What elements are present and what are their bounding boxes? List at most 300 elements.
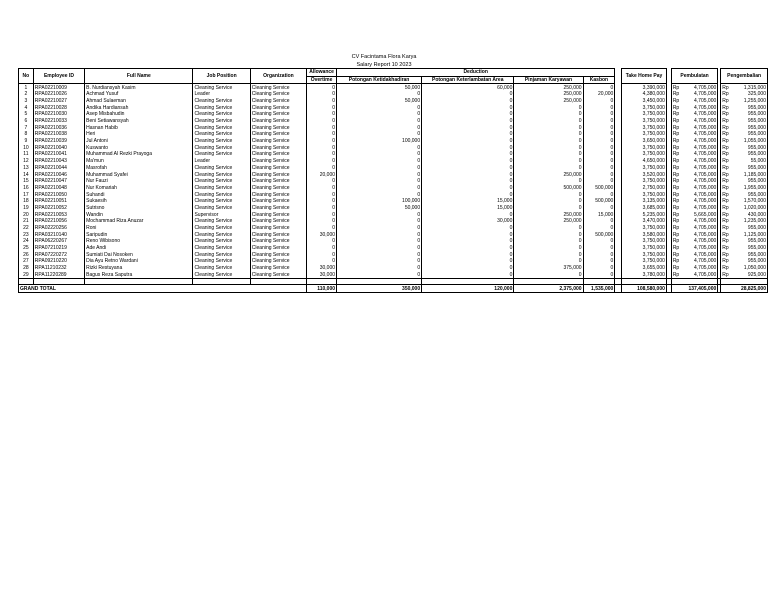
absence-deduction: 0 [337,252,422,259]
currency-label: Rp [671,178,681,185]
late-deduction: 15,000 [422,205,514,212]
kasbon: 20,000 [583,91,615,98]
take-home-pay: 3,650,000 [622,138,667,145]
employee-loan: 250,000 [514,98,583,105]
absence-deduction: 0 [337,185,422,192]
full-name: Hasnan Habib [85,125,193,132]
currency-label: Rp [721,118,731,125]
organization: Cleaning Service [250,151,306,158]
job-position: Leader [193,91,250,98]
table-row [19,98,768,105]
currency-label: Rp [671,131,681,138]
employee-id: RPA02210030 [33,111,84,118]
header-late-deduction: Potongan Keterlambatan Area [422,76,514,84]
currency-label: Rp [671,171,681,178]
kasbon: 500,000 [583,198,615,205]
late-deduction: 0 [422,232,514,239]
late-deduction: 0 [422,238,514,245]
job-position: Cleaning Service [193,131,250,138]
kasbon: 0 [583,178,615,185]
take-home-pay: 3,750,000 [622,225,667,232]
employee-id: RPA02210036 [33,125,84,132]
employee-id: RPA02210053 [33,211,84,218]
currency-label: Rp [671,238,681,245]
employee-id: RPA02210047 [33,178,84,185]
row-no: 18 [19,198,34,205]
overtime: 0 [307,111,337,118]
rounding-amount: 4,705,000 [681,191,718,198]
job-position: Cleaning Service [193,165,250,172]
full-name: Wandin [85,211,193,218]
overtime: 30,000 [307,265,337,272]
refund-amount: 955,000 [731,125,768,132]
employee-id: RPA02210009 [33,84,84,91]
employee-id: RPA11210232 [33,265,84,272]
overtime: 0 [307,198,337,205]
employee-id: RPA02210043 [33,158,84,165]
employee-id: RPA02210040 [33,145,84,152]
refund-amount: 955,000 [731,111,768,118]
refund-amount: 1,020,000 [731,205,768,212]
employee-loan: 0 [514,178,583,185]
kasbon: 0 [583,171,615,178]
row-no: 8 [19,131,34,138]
full-name: Ahmad Sulaeman [85,98,193,105]
refund-amount: 955,000 [731,165,768,172]
late-deduction: 0 [422,138,514,145]
row-no: 15 [19,178,34,185]
take-home-pay: 3,750,000 [622,238,667,245]
late-deduction: 0 [422,111,514,118]
row-no: 24 [19,238,34,245]
full-name: Nur Komariah [85,185,193,192]
overtime: 30,000 [307,232,337,239]
absence-deduction: 0 [337,191,422,198]
absence-deduction: 0 [337,258,422,265]
job-position: Cleaning Service [193,191,250,198]
take-home-pay: 3,750,000 [622,165,667,172]
table-row [19,178,768,185]
kasbon: 0 [583,225,615,232]
refund-amount: 955,000 [731,191,768,198]
kasbon: 0 [583,104,615,111]
organization: Cleaning Service [250,258,306,265]
full-name: Achmad Yusuf [85,91,193,98]
refund-amount: 325,000 [731,91,768,98]
employee-id: RPA02210033 [33,118,84,125]
table-row [19,131,768,138]
absence-deduction: 0 [337,265,422,272]
currency-label: Rp [721,205,731,212]
currency-label: Rp [721,125,731,132]
full-name: B. Nurdiansyah Kasim [85,84,193,91]
header-rounding: Pembulatan [671,69,717,84]
employee-loan: 500,000 [514,185,583,192]
organization: Cleaning Service [250,138,306,145]
organization: Cleaning Service [250,218,306,225]
take-home-pay: 3,750,000 [622,111,667,118]
take-home-pay: 3,470,000 [622,218,667,225]
table-row [19,238,768,245]
row-no: 25 [19,245,34,252]
kasbon: 0 [583,191,615,198]
job-position: Cleaning Service [193,178,250,185]
header-refund: Pengembalian [721,69,768,84]
absence-deduction: 0 [337,238,422,245]
absence-deduction: 0 [337,104,422,111]
full-name: Muhammad Syafei [85,171,193,178]
organization: Cleaning Service [250,205,306,212]
employee-loan: 0 [514,232,583,239]
job-position: Cleaning Service [193,125,250,132]
late-deduction: 0 [422,91,514,98]
currency-label: Rp [721,238,731,245]
currency-label: Rp [721,245,731,252]
job-position: Cleaning Service [193,84,250,91]
rounding-amount: 5,665,000 [681,211,718,218]
total-take-home: 108,580,000 [622,285,667,293]
job-position: Cleaning Service [193,185,250,192]
row-no: 7 [19,125,34,132]
rounding-amount: 4,705,000 [681,272,718,279]
row-no: 23 [19,232,34,239]
employee-id: RPA02210038 [33,131,84,138]
employee-loan: 0 [514,205,583,212]
rounding-amount: 4,705,000 [681,198,718,205]
take-home-pay: 3,135,000 [622,198,667,205]
kasbon: 0 [583,265,615,272]
currency-label: Rp [671,252,681,259]
kasbon: 0 [583,151,615,158]
kasbon: 0 [583,98,615,105]
overtime: 0 [307,158,337,165]
full-name: Ma'mun [85,158,193,165]
take-home-pay: 4,380,000 [622,91,667,98]
job-position: Cleaning Service [193,205,250,212]
late-deduction: 30,000 [422,218,514,225]
full-name: Masrofah [85,165,193,172]
late-deduction: 0 [422,125,514,132]
table-row [19,198,768,205]
currency-label: Rp [721,98,731,105]
organization: Cleaning Service [250,131,306,138]
absence-deduction: 0 [337,145,422,152]
currency-label: Rp [721,104,731,111]
employee-loan: 0 [514,104,583,111]
refund-amount: 955,000 [731,252,768,259]
currency-label: Rp [721,151,731,158]
currency-label: Rp [671,98,681,105]
late-deduction: 0 [422,225,514,232]
take-home-pay: 3,780,000 [622,272,667,279]
job-position: Cleaning Service [193,232,250,239]
kasbon: 0 [583,238,615,245]
job-position: Cleaning Service [193,245,250,252]
row-no: 13 [19,165,34,172]
currency-label: Rp [671,258,681,265]
employee-id: RPA02210051 [33,198,84,205]
grand-total-label: GRAND TOTAL [19,285,307,293]
table-row [19,191,768,198]
kasbon: 0 [583,218,615,225]
overtime: 0 [307,84,337,91]
kasbon: 0 [583,145,615,152]
row-no: 2 [19,91,34,98]
organization: Cleaning Service [250,252,306,259]
full-name: Roni [85,225,193,232]
row-no: 28 [19,265,34,272]
table-row [19,138,768,145]
take-home-pay: 3,750,000 [622,258,667,265]
rounding-amount: 4,705,000 [681,238,718,245]
kasbon: 0 [583,138,615,145]
take-home-pay: 3,750,000 [622,191,667,198]
job-position: Cleaning Service [193,151,250,158]
kasbon: 0 [583,258,615,265]
full-name: Bagus Reza Saputra [85,272,193,279]
table-row [19,111,768,118]
job-position: Supervisor [193,211,250,218]
organization: Cleaning Service [250,178,306,185]
overtime: 0 [307,258,337,265]
currency-label: Rp [721,111,731,118]
currency-label: Rp [721,258,731,265]
overtime: 30,000 [307,272,337,279]
currency-label: Rp [671,145,681,152]
employee-id: RPA07210219 [33,245,84,252]
organization: Cleaning Service [250,211,306,218]
late-deduction: 0 [422,252,514,259]
header-allowance: Allowance [307,69,337,77]
header-kasbon: Kasbon [583,76,615,84]
organization: Cleaning Service [250,272,306,279]
late-deduction: 0 [422,171,514,178]
kasbon: 0 [583,165,615,172]
take-home-pay: 3,750,000 [622,125,667,132]
employee-loan: 0 [514,125,583,132]
full-name: Heri [85,131,193,138]
employee-loan: 250,000 [514,218,583,225]
total-kasbon: 1,535,000 [583,285,615,293]
employee-loan: 0 [514,272,583,279]
employee-id: RPA02210041 [33,151,84,158]
absence-deduction: 0 [337,272,422,279]
job-position: Cleaning Service [193,104,250,111]
currency-label: Rp [721,138,731,145]
currency-label: Rp [721,191,731,198]
rounding-amount: 4,705,000 [681,171,718,178]
absence-deduction: 0 [337,218,422,225]
refund-amount: 1,955,000 [731,185,768,192]
refund-amount: 1,055,000 [731,138,768,145]
full-name: Nur Fauzi [85,178,193,185]
table-row [19,145,768,152]
absence-deduction: 0 [337,91,422,98]
overtime: 0 [307,138,337,145]
currency-label: Rp [721,265,731,272]
table-row [19,151,768,158]
row-no: 26 [19,252,34,259]
organization: Cleaning Service [250,125,306,132]
currency-label: Rp [671,138,681,145]
absence-deduction: 0 [337,178,422,185]
row-no: 14 [19,171,34,178]
currency-label: Rp [721,165,731,172]
currency-label: Rp [721,84,731,91]
kasbon: 0 [583,158,615,165]
kasbon: 0 [583,118,615,125]
organization: Cleaning Service [250,232,306,239]
table-row [19,205,768,212]
currency-label: Rp [721,131,731,138]
full-name: Dia Ayu Retno Wardani [85,258,193,265]
overtime: 0 [307,104,337,111]
total-late: 120,000 [422,285,514,293]
employee-loan: 250,000 [514,211,583,218]
currency-label: Rp [671,91,681,98]
currency-label: Rp [671,272,681,279]
late-deduction: 0 [422,245,514,252]
late-deduction: 0 [422,158,514,165]
take-home-pay: 2,750,000 [622,185,667,192]
currency-label: Rp [671,84,681,91]
job-position: Cleaning Service [193,171,250,178]
take-home-pay: 5,235,000 [622,211,667,218]
job-position: Cleaning Service [193,272,250,279]
absence-deduction: 0 [337,171,422,178]
report-subtitle: Salary Report 10 2023 [356,62,412,68]
rounding-amount: 4,705,000 [681,178,718,185]
row-no: 20 [19,211,34,218]
row-no: 9 [19,138,34,145]
full-name: Andika Hardiansah [85,104,193,111]
overtime: 0 [307,211,337,218]
absence-deduction: 50,000 [337,84,422,91]
late-deduction: 0 [422,178,514,185]
kasbon: 0 [583,272,615,279]
currency-label: Rp [671,218,681,225]
rounding-amount: 4,705,000 [681,131,718,138]
table-row [19,104,768,111]
currency-label: Rp [671,225,681,232]
late-deduction: 0 [422,118,514,125]
refund-amount: 1,235,000 [731,218,768,225]
absence-deduction: 0 [337,151,422,158]
absence-deduction: 0 [337,158,422,165]
refund-amount: 1,050,000 [731,265,768,272]
late-deduction: 0 [422,151,514,158]
header-full-name: Full Name [85,69,193,84]
currency-label: Rp [671,151,681,158]
salary-table [18,68,768,293]
employee-loan: 0 [514,111,583,118]
organization: Cleaning Service [250,104,306,111]
employee-loan: 0 [514,238,583,245]
overtime: 0 [307,91,337,98]
take-home-pay: 3,390,000 [622,84,667,91]
take-home-pay: 4,650,000 [622,158,667,165]
employee-id: RPA02210044 [33,165,84,172]
refund-amount: 955,000 [731,104,768,111]
employee-loan: 375,000 [514,265,583,272]
header-job-position: Job Position [193,69,250,84]
organization: Cleaning Service [250,191,306,198]
absence-deduction: 0 [337,125,422,132]
organization: Cleaning Service [250,158,306,165]
employee-id: RPA02210026 [33,91,84,98]
header-overtime: Overtime [307,76,337,84]
late-deduction: 0 [422,258,514,265]
currency-label: Rp [721,232,731,239]
job-position: Cleaning Service [193,225,250,232]
full-name: Beni Setiawansyah [85,118,193,125]
organization: Cleaning Service [250,91,306,98]
kasbon: 0 [583,131,615,138]
employee-loan: 0 [514,118,583,125]
overtime: 0 [307,98,337,105]
rounding-amount: 4,705,000 [681,104,718,111]
kasbon: 0 [583,205,615,212]
header-employee-loan: Pinjaman Karyawan [514,76,583,84]
overtime: 0 [307,218,337,225]
overtime: 20,000 [307,171,337,178]
employee-loan: 0 [514,191,583,198]
currency-label: Rp [721,225,731,232]
refund-amount: 1,255,000 [731,98,768,105]
refund-amount: 955,000 [731,225,768,232]
job-position: Cleaning Service [193,265,250,272]
company-title: CV Facintama Flora Karya [351,54,417,60]
header-no: No [19,69,34,84]
full-name: Mochammad Riza Anuzar [85,218,193,225]
rounding-amount: 4,705,000 [681,258,718,265]
rounding-amount: 4,705,000 [681,252,718,259]
refund-amount: 955,000 [731,238,768,245]
kasbon: 500,000 [583,185,615,192]
job-position: Cleaning Service [193,98,250,105]
employee-id: RPA07220272 [33,252,84,259]
currency-label: Rp [671,165,681,172]
currency-label: Rp [721,158,731,165]
overtime: 0 [307,165,337,172]
take-home-pay: 3,750,000 [622,178,667,185]
full-name: Rizki Restuyana [85,265,193,272]
late-deduction: 0 [422,185,514,192]
currency-label: Rp [671,104,681,111]
employee-loan: 0 [514,138,583,145]
organization: Cleaning Service [250,165,306,172]
currency-label: Rp [721,145,731,152]
employee-loan: 250,000 [514,84,583,91]
rounding-amount: 4,705,000 [681,145,718,152]
refund-amount: 955,000 [731,118,768,125]
rounding-amount: 4,705,000 [681,91,718,98]
refund-amount: 955,000 [731,258,768,265]
employee-loan: 0 [514,151,583,158]
currency-label: Rp [721,218,731,225]
table-row [19,265,768,272]
employee-loan: 0 [514,198,583,205]
currency-label: Rp [671,158,681,165]
absence-deduction: 0 [337,111,422,118]
full-name: Ade Andi [85,245,193,252]
organization: Cleaning Service [250,145,306,152]
rounding-amount: 4,705,000 [681,165,718,172]
organization: Cleaning Service [250,98,306,105]
take-home-pay: 3,750,000 [622,252,667,259]
take-home-pay: 3,450,000 [622,98,667,105]
currency-label: Rp [721,171,731,178]
